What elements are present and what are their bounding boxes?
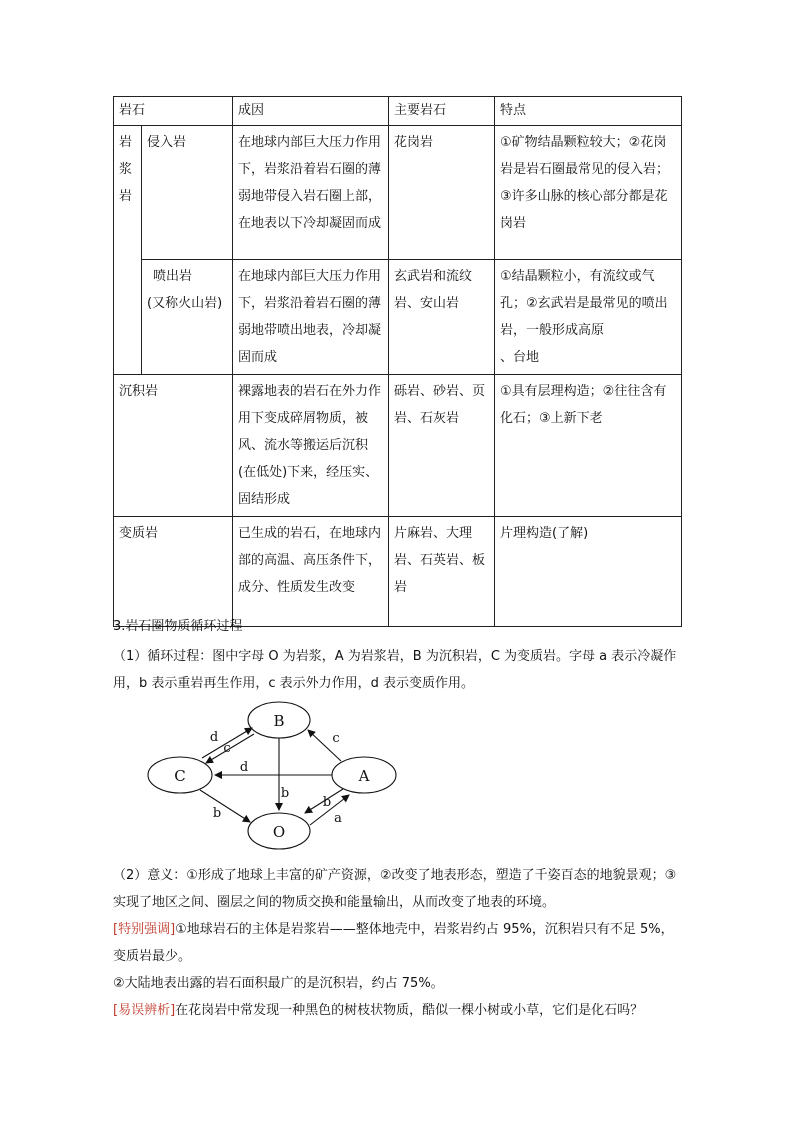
significance-paragraph: （2）意义：①形成了地球上丰富的矿产资源，②改变了地表形态，塑造了千姿百态的地貌景观；③实现了地区之间、圈层之间的物质交换和能量输出，从而改变了地表的环境。	[113, 868, 677, 910]
emphasis-paragraph-2: ②大陆地表出露的岩石面积最广的是沉积岩，约占 75%。	[113, 976, 444, 991]
arrow-c-to-o	[200, 790, 250, 822]
extrusive-rock-alias: (又称火山岩)	[147, 296, 223, 311]
extrusive-rock-cause: 在地球内部巨大压力作用下，岩浆沿着岩石圈的薄弱地带喷出地表，冷却凝固而成	[233, 260, 389, 375]
section-title: 3.岩石圈物质循环过程	[113, 619, 243, 634]
mistake-paragraph	[113, 997, 683, 1024]
extrusive-rock-name-cell	[142, 260, 233, 375]
intrusive-rock-features: ①矿物结晶颗粒较大；②花岗岩是岩石圈最常见的侵入岩；③许多山脉的核心部分都是花岗岩	[495, 126, 682, 260]
cycle-process-paragraph: （1）循环过程：图中字母 O 为岩浆，A 为岩浆岩，B 为沉积岩，C 为变质岩。字母 a 表示冷凝作用，b 表示重岩再生作用，c 表示外力作用，d 表示变质作用。	[113, 649, 677, 691]
metamorphic-rock-main: 片麻岩、大理岩、石英岩、板岩	[389, 517, 495, 627]
emphasis-paragraph	[113, 916, 683, 970]
node-b-label: B	[273, 712, 285, 730]
label-b-a-to-o: b	[322, 795, 332, 810]
label-a-o-to-a: a	[334, 811, 342, 826]
metamorphic-rock-name: 变质岩	[114, 517, 233, 627]
emphasis-tag: [特别强调]	[113, 922, 176, 937]
label-b-b-to-o: b	[280, 786, 290, 801]
label-d-a-to-c: d	[239, 760, 249, 775]
label-d-c-to-b: d	[209, 730, 219, 745]
emphasis-text: ①地球岩石的主体是岩浆岩——整体地壳中，岩浆岩约占 95%，沉积岩只有不足 5%，变质岩最少。	[113, 922, 674, 964]
mistake-text: 在花岗岩中常发现一种黑色的树枝状物质，酷似一棵小树或小草，它们是化石吗？	[175, 1003, 644, 1018]
sedimentary-rock-features: ①具有层理构造；②往往含有化石；③上新下老	[495, 375, 682, 517]
table-row-extrusive	[114, 260, 682, 375]
extrusive-rock-features-cell	[495, 260, 682, 375]
metamorphic-rock-cause: 已生成的岩石，在地球内部的高温、高压条件下，成分、性质发生改变	[233, 517, 389, 627]
node-c-label: C	[174, 767, 186, 785]
rock-cycle-diagram	[140, 700, 420, 860]
mistake-tag: [易误辨析]	[113, 1003, 176, 1018]
rock-classification-table	[113, 96, 682, 627]
header-rock: 岩石	[114, 97, 233, 126]
extrusive-rock-main: 玄武岩和流纹岩、安山岩	[389, 260, 495, 375]
metamorphic-rock-features: 片理构造(了解)	[495, 517, 682, 627]
magmatic-rock-cell	[114, 126, 142, 375]
node-a-label: A	[358, 767, 370, 785]
intrusive-rock-name: 侵入岩	[142, 126, 233, 260]
sedimentary-rock-name: 沉积岩	[114, 375, 233, 517]
label-c-a-to-b: c	[332, 731, 340, 746]
extrusive-rock-name: 喷出岩	[153, 269, 193, 284]
node-o-label: O	[272, 823, 286, 841]
label-b-c-to-o: b	[212, 806, 222, 821]
intrusive-rock-main: 花岗岩	[389, 126, 495, 260]
header-features: 特点	[495, 97, 682, 126]
magmatic-rock-label: 岩 浆 岩	[119, 135, 133, 204]
sedimentary-rock-main: 砾岩、砂岩、页岩、石灰岩	[389, 375, 495, 517]
table-row-intrusive	[114, 126, 682, 260]
table-header-row	[114, 97, 682, 126]
table-row-metamorphic	[114, 517, 682, 627]
header-cause: 成因	[233, 97, 389, 126]
extrusive-rock-features-tail: 、台地	[500, 350, 540, 365]
extrusive-rock-features: ①结晶颗粒小，有流纹或气孔；②玄武岩是最常见的喷出岩，一般形成高原	[500, 269, 668, 338]
header-main-rock: 主要岩石	[389, 97, 495, 126]
label-c-b-to-c: c	[223, 741, 231, 756]
sedimentary-rock-cause: 裸露地表的岩石在外力作用下变成碎屑物质，被风、流水等搬运后沉积(在低处)下来，经压实、固结形成	[233, 375, 389, 517]
intrusive-rock-cause: 在地球内部巨大压力作用下，岩浆沿着岩石圈的薄弱地带侵入岩石圈上部，在地表以下冷却凝固而成	[233, 126, 389, 260]
table-row-sedimentary	[114, 375, 682, 517]
